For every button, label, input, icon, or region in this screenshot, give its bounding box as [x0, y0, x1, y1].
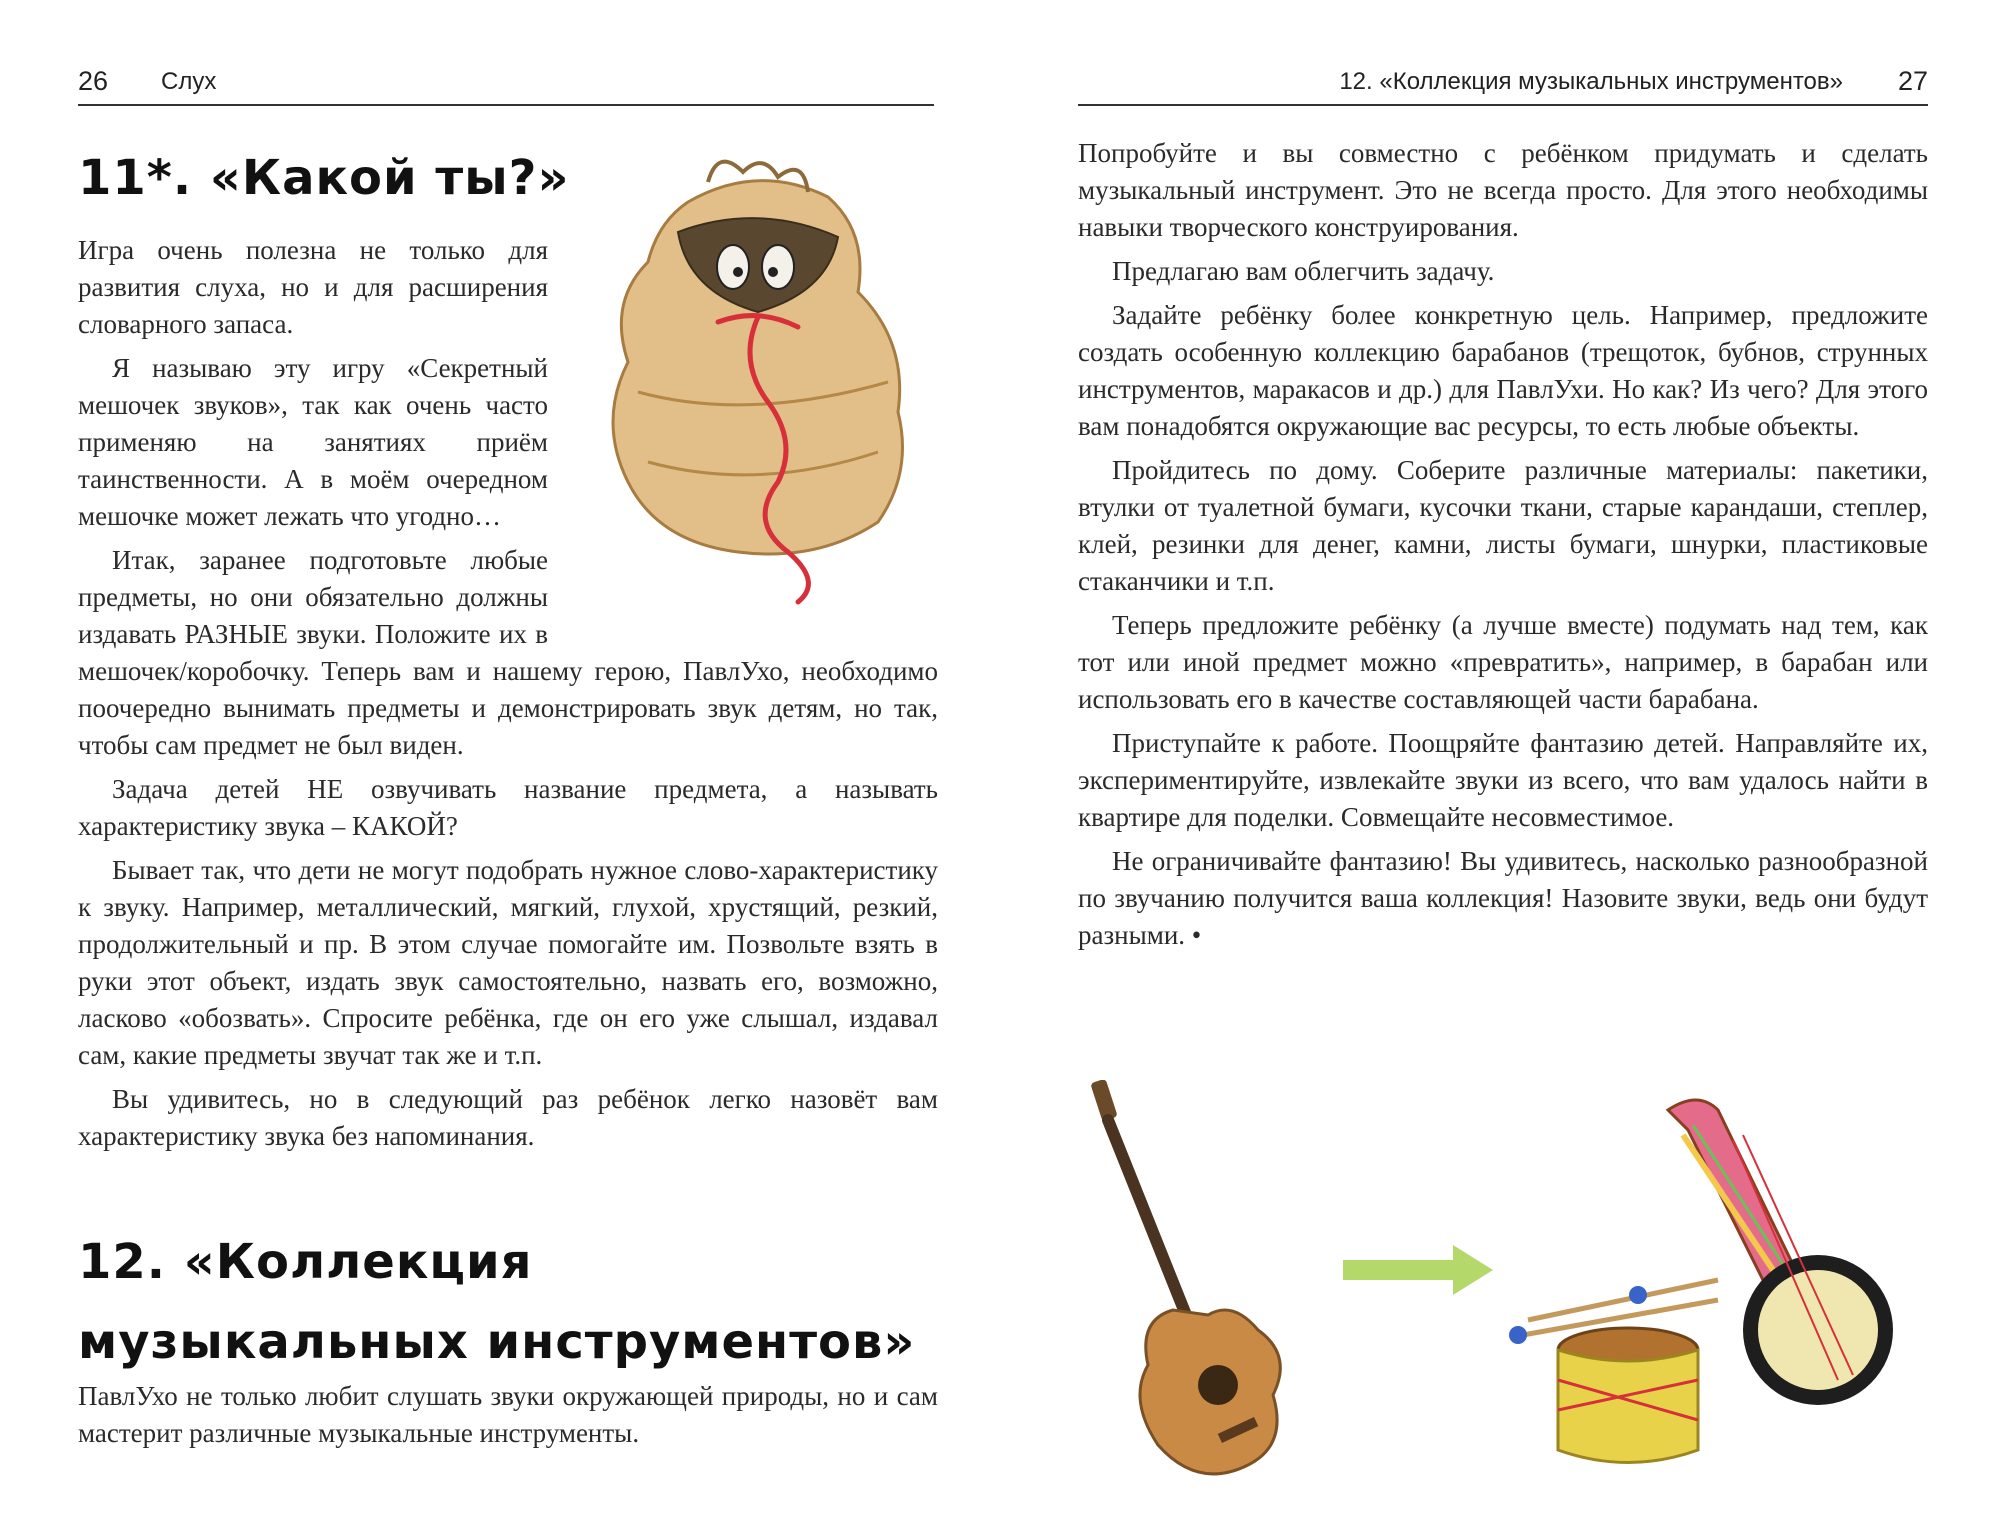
left-text-column [78, 232, 938, 1162]
paragraph: Попробуйте и вы совместно с ребёнком придумать и сделать музыкальный инструмент. Это не всегда просто. Для этого необходимы навыки творческого конструирования. [1078, 138, 1928, 242]
instruments-drawing [1078, 1080, 1928, 1490]
section-name-right: 12. «Коллекция музыкальных инструментов» [1339, 68, 1843, 95]
paragraph: Не ограничивайте фантазию! Вы удивитесь, насколько разнообразной по звучанию получится ваша коллекция! Назовите звуки, ведь они будут разными. • [1078, 846, 1928, 950]
paragraph: Игра очень полезна не только для развития слуха, но и для расширения словарного запаса. [78, 235, 548, 339]
instruments-illustration [1078, 1080, 1928, 1490]
arrow-drawing [1343, 1245, 1493, 1295]
left-running-head [78, 58, 934, 106]
paragraph: Я называю эту игру «Секретный мешочек звуков», так как очень часто применяю на занятиях приём таинственности. А в моём очередном мешочке может лежать что угодно… [78, 353, 548, 531]
paragraph: Итак, заранее подготовьте любые предметы, но они обязательно должны издавать РАЗНЫЕ звуки. Положите их в мешочек/коробочку. Теперь вам и нашему герою, ПавлУхо, необходимо поочередно вынимать предметы и демонстрировать звук детям, но так, чтобы сам предмет не был виден. [78, 545, 938, 760]
sack-drawing [568, 142, 948, 612]
paragraph: ПавлУхо не только любит слушать звуки окружающей природы, но и сам мастерит различные музыкальные инструменты. [78, 1381, 938, 1448]
page-number-right: 27 [1897, 66, 1928, 96]
paragraph: Предлагаю вам облегчить задачу. [1112, 256, 1495, 286]
paragraph: Теперь предложите ребёнку (а лучше вместе) подумать над тем, как тот или иной предмет можно «превратить», например, в барабан или использовать его в качестве составляющей части барабана. [1078, 610, 1928, 714]
left-text-column-2 [78, 1378, 938, 1459]
paragraph: Задача детей НЕ озвучивать название предмета, а называть характеристику звука – КАКОЙ? [78, 774, 938, 841]
page-number-left: 26 [78, 66, 109, 96]
heading-game-12: 12. «Коллекция музыкальных инструментов» [78, 1234, 916, 1370]
paragraph: Бывает так, что дети не могут подобрать нужное слово-характеристику к звуку. Например, металлический, мягкий, глухой, хрустящий, резкий, продолжительный и пр. В этом случае помогайте им. Позвольте взять в руки этот объект, издать звук самостоятельно, назвать его, возможно, ласково «обозвать». Спросите ребёнка, где он его уже слышал, издавал сам, какие предметы звучат так же и т.п. [78, 855, 938, 1070]
right-running-head [1078, 58, 1928, 106]
guitar-drawing [1090, 1080, 1280, 1474]
sack-illustration [568, 142, 948, 612]
paragraph: Вы удивитесь, но в следующий раз ребёнок легко назовёт вам характеристику звука без напоминания. [78, 1084, 938, 1151]
paragraph: Приступайте к работе. Поощряйте фантазию детей. Направляйте их, экспериментируйте, извлекайте звуки из всего, что вам удалось найти в квартире для поделки. Совмещайте несовместимое. [1078, 728, 1928, 832]
right-text-column [1078, 135, 1928, 961]
paragraph: Задайте ребёнку более конкретную цель. Например, предложите создать особенную коллекцию барабанов (трещоток, бубнов, струнных инструментов, маракасов и др.) для ПавлУхи. Но как? Из чего? Для этого вам понадобятся окружающие вас ресурсы, то есть любые объекты. [1078, 300, 1928, 441]
drum-drawing [1509, 1280, 1718, 1463]
paragraph: Пройдитесь по дому. Соберите различные материалы: пакетики, втулки от туалетной бумаги, кусочки ткани, старые карандаши, степлер, клей, резинки для денег, камни, листы бумаги, шнурки, пластиковые стаканчики и т.п. [1078, 455, 1928, 596]
heading-game-11: 11*. «Какой ты?» [78, 150, 570, 206]
section-name-left: Слух [161, 68, 217, 95]
right-page [1000, 0, 2000, 1535]
banjo-drawing [1668, 1100, 1893, 1405]
